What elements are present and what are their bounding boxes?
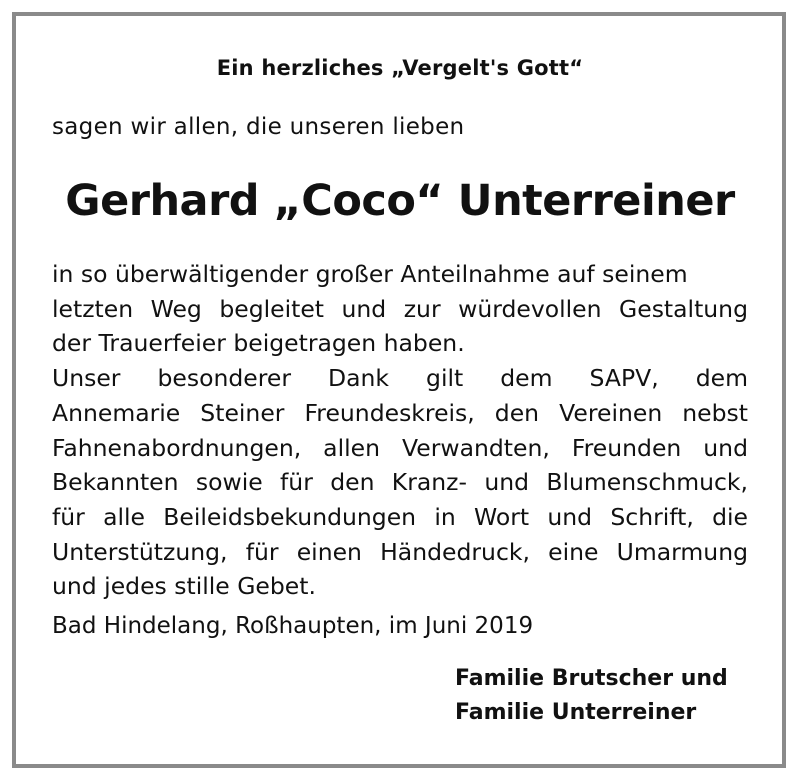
body-line: Unser besonderer Dank gilt dem SAPV, dem bbox=[52, 364, 748, 393]
body-line: Annemarie Steiner Freundeskreis, den Vereinen nebst bbox=[52, 398, 748, 427]
body-line: für alle Beileidsbekundungen in Wort und Schrift, die bbox=[52, 502, 748, 531]
deceased-name: Gerhard „Coco“ Unterreiner bbox=[65, 176, 735, 226]
body-line: Bekannten sowie für den Kranz- und Blumenschmuck, bbox=[52, 468, 748, 497]
body-line: Fahnenabordnungen, allen Verwandten, Freunden und bbox=[52, 433, 748, 462]
body-line: letzten Weg begleitet und zur würdevollen Gestaltung bbox=[52, 294, 748, 323]
signature-line: Familie Brutscher und bbox=[455, 666, 728, 691]
intro-text: sagen wir allen, die unseren lieben bbox=[52, 114, 465, 140]
signature-line: Familie Unterreiner bbox=[455, 700, 697, 725]
place-date: Bad Hindelang, Roßhaupten, im Juni 2019 bbox=[52, 613, 534, 639]
body-line: und jedes stille Gebet. bbox=[52, 572, 316, 601]
body-line: Unterstützung, für einen Händedruck, eine Umarmung bbox=[52, 537, 748, 566]
body-line: in so überwältigender großer Anteilnahme auf seinem bbox=[52, 260, 688, 288]
body-line: der Trauerfeier beigetragen haben. bbox=[52, 329, 465, 358]
notice-heading: Ein herzliches „Vergelt's Gott“ bbox=[216, 56, 584, 80]
signature-block bbox=[455, 662, 728, 730]
body-text bbox=[52, 257, 748, 604]
